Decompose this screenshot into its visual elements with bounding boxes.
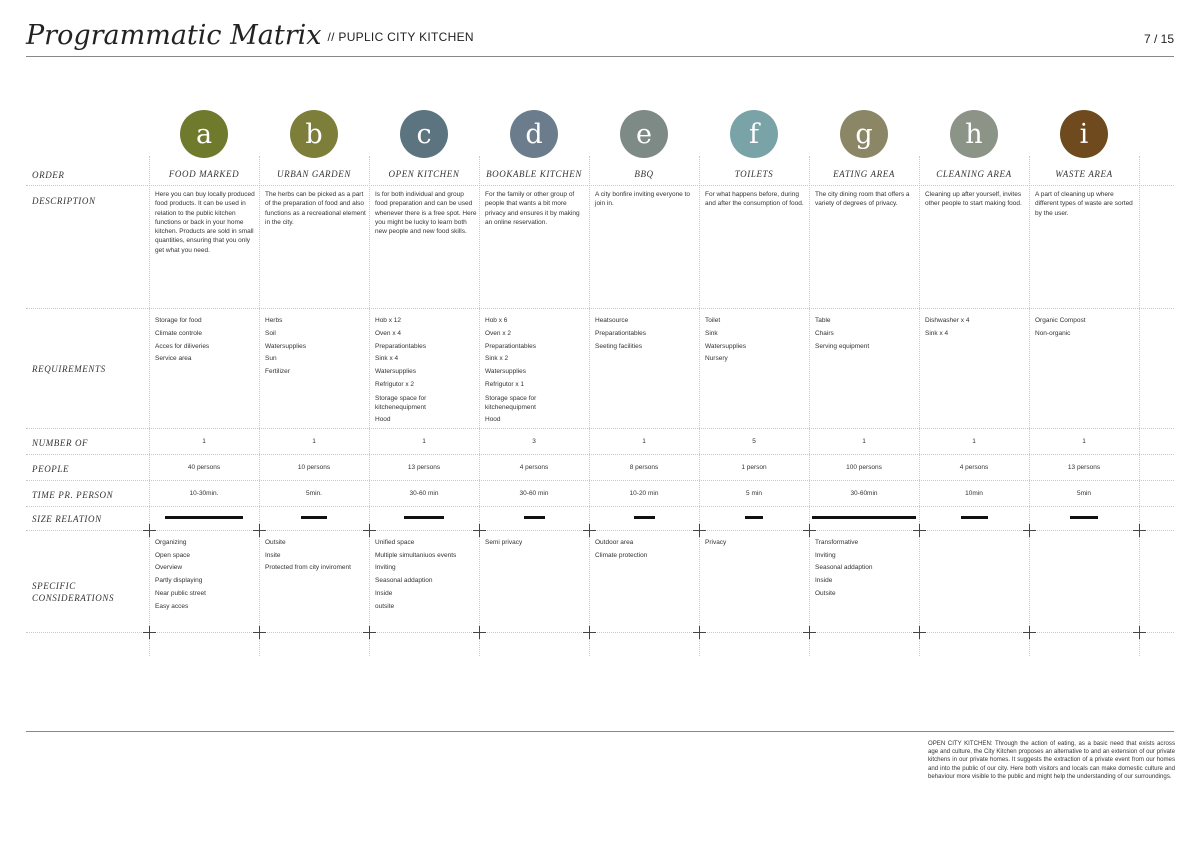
requirement-item: Oven x 4 [375,329,402,337]
time-value: 30-60 min [409,490,439,497]
consideration-item: Inviting [815,551,836,559]
requirement-item: Hood [485,415,501,423]
consideration-item: Transformative [815,539,859,546]
column-description: A part of cleaning up where different types of waste are sorted by the user. [1035,191,1133,217]
requirement-item: Refrigutor x 1 [485,380,525,388]
column-description: For the family or other group of people that wants a bit more privacy and ensures it by making an online reservation. [485,191,580,226]
requirements-list [265,315,367,379]
grid-cross-marker [1023,626,1036,639]
requirement-item: Organic Compost [1035,317,1086,324]
grid-vertical-line [479,156,480,656]
requirement-item: Sun [265,355,277,363]
grid-cross-marker [693,626,706,639]
icon-circle-h: h [950,110,998,158]
size-relation-bar [812,516,916,519]
title-text: Programmatic Matrix [26,20,322,51]
people-value: 4 persons [959,464,989,471]
requirement-item: Watersupplies [705,342,746,350]
requirement-item: Refrigutor x 2 [375,380,415,388]
column-description: Is for both individual and group food preparation and can be used whenever there is a free spot. Here you might be lucky to learn both new people and new food skills. [375,191,477,236]
size-relation-bar [301,516,327,519]
grid-cross-marker [473,524,486,537]
page-title [26,20,474,51]
requirement-item: Preparationtables [595,329,646,337]
grid-vertical-line [1029,156,1030,656]
requirements-list [1035,315,1137,341]
time-value: 5min [1076,490,1092,497]
people-value: 1 person [741,464,767,471]
consideration-item: Outdoor area [595,539,634,546]
consideration-item: Seasonal addaption [815,564,873,572]
grid-vertical-line [699,156,700,656]
requirement-item: Storage space for kitchenequipment [375,394,427,411]
time-value: 10min [965,490,983,497]
size-relation-bar [1070,516,1098,519]
number-of-value: 1 [862,438,866,445]
requirement-item: Fertilizer [265,368,290,376]
consideration-item: Insite [265,551,281,559]
requirement-item: Storage space for kitchenequipment [485,394,537,411]
page-subtitle: // PUPLIC CITY KITCHEN [327,30,474,44]
grid-horizontal-line [26,428,1174,429]
grid-cross-marker [583,524,596,537]
people-value: 4 persons [519,464,549,471]
grid-vertical-line [259,156,260,656]
requirement-item: Watersupplies [485,368,526,376]
size-relation-bar [404,516,444,519]
grid-cross-marker [913,524,926,537]
grid-horizontal-line [26,454,1174,455]
requirements-list [925,315,1027,341]
requirement-item: Hob x 6 [485,317,508,324]
requirement-item: Hood [375,415,391,423]
consideration-item: Partly displaying [155,577,203,585]
consideration-item: Climate protection [595,551,648,559]
consideration-item: outsite [375,602,395,610]
consideration-item: Overview [155,564,183,572]
requirement-item: Oven x 2 [485,329,512,337]
grid-vertical-line [1139,156,1140,656]
consideration-item: Seasonal addaption [375,577,433,585]
column-title: CLEANING AREA [936,169,1012,179]
considerations-list [375,537,477,613]
grid-cross-marker [253,626,266,639]
time-value: 30-60 min [519,490,549,497]
size-relation-bar [634,516,655,519]
column-description: Cleaning up after yourself, invites other people to start making food. [925,191,1022,208]
time-value: 10-30min. [189,490,219,497]
requirement-item: Serving equipment [815,342,870,350]
requirements-list [375,315,477,427]
grid-cross-marker [693,524,706,537]
grid-horizontal-line [26,506,1174,507]
consideration-item: Inside [815,577,833,585]
row-label-considerations-line1: SPECIFIC [32,581,76,591]
grid-vertical-line [369,156,370,656]
grid-vertical-line [809,156,810,656]
requirement-item: Soil [265,329,276,337]
icon-circle-i: i [1060,110,1108,158]
row-label-requirements: REQUIREMENTS [32,364,106,374]
row-label-people: PEOPLE [32,464,70,474]
requirement-item: Sink x 4 [375,355,399,363]
number-of-value: 1 [972,438,976,445]
icon-circle-g: g [840,110,888,158]
footer-text: OPEN CITY KITCHEN: Through the action of eating, as a basic need that exists across age and culture, the City Kitchen proposes an alternative to and an extension of our private kitchens in our private homes. It suggests the extraction of a private event from our homes and into the public of our city. Here both visitors and locals can make domestic culture and behaviour more visible to the public and might help the understanding of our surroundings. [928,740,1175,780]
requirement-item: Non-organic [1035,329,1071,337]
requirement-item: Dishwasher x 4 [925,317,970,324]
column-title: WASTE AREA [1055,169,1113,179]
icon-circle-e: e [620,110,668,158]
people-value: 100 persons [846,464,882,471]
requirement-item: Sink [705,329,718,337]
column-title: TOILETS [734,169,774,179]
number-of-value: 1 [312,438,316,445]
considerations-list [155,537,257,613]
grid-vertical-line [919,156,920,656]
requirements-list [815,315,917,353]
requirement-item: Chairs [815,329,834,337]
grid-cross-marker [583,626,596,639]
grid-cross-marker [1133,524,1146,537]
page-header [26,20,1174,56]
grid-cross-marker [363,626,376,639]
consideration-item: Unified space [375,539,415,546]
row-label-considerations-line2: CONSIDERATIONS [32,593,115,603]
requirement-item: Sink x 4 [925,329,949,337]
considerations-list [815,537,917,601]
column-description: A city bonfire inviting everyone to join in. [595,191,691,208]
requirement-item: Storage for food [155,317,202,324]
considerations-list [265,537,367,575]
column-title: EATING AREA [833,169,895,179]
header-divider [26,56,1174,57]
column-title: FOOD MARKED [168,169,240,179]
grid-cross-marker [803,626,816,639]
people-value: 13 persons [1067,464,1101,471]
requirement-item: Herbs [265,317,283,324]
requirement-item: Watersupplies [265,342,306,350]
column-title: BBQ [634,169,654,179]
grid-horizontal-line [26,308,1174,309]
size-relation-bar [961,516,988,519]
grid-cross-marker [913,626,926,639]
column-title: URBAN GARDEN [277,169,351,179]
grid-vertical-line [589,156,590,656]
size-relation-bar [745,516,763,519]
footer-divider [26,731,1174,732]
people-value: 10 persons [297,464,331,471]
grid-cross-marker [143,524,156,537]
consideration-item: Outsite [265,539,286,546]
requirement-item: Heatsource [595,317,629,324]
icon-circle-a: a [180,110,228,158]
requirement-item: Seeting facilities [595,342,642,350]
requirements-list [705,315,807,366]
number-of-value: 1 [1082,438,1086,445]
size-relation-bar [165,516,243,519]
grid-horizontal-line [26,480,1174,481]
row-label-description: DESCRIPTION [32,196,96,206]
requirement-item: Watersupplies [375,368,416,376]
people-value: 13 persons [407,464,441,471]
grid-cross-marker [363,524,376,537]
number-of-value: 1 [642,438,646,445]
grid-cross-marker [1133,626,1146,639]
icon-circle-c: c [400,110,448,158]
consideration-item: Multiple simultaniuos events [375,551,457,559]
time-value: 30-60min [850,490,878,497]
page-number: 7 / 15 [1143,32,1174,46]
grid-vertical-line [149,156,150,656]
row-label-considerations [32,580,114,604]
requirement-item: Toilet [705,317,721,324]
grid-cross-marker [473,626,486,639]
requirements-list [155,315,257,366]
time-value: 5 min [746,490,762,497]
consideration-item: Semi privacy [485,539,523,546]
row-label-number-of: NUMBER OF [32,438,89,448]
considerations-list [595,537,697,562]
time-value: 5min. [306,490,322,497]
consideration-item: Protected from city inviroment [265,564,351,572]
requirement-item: Acces for diliveries [155,342,210,350]
row-label-order: ORDER [32,170,65,180]
requirement-item: Hob x 12 [375,317,402,324]
requirements-list [485,315,587,427]
number-of-value: 1 [202,438,206,445]
grid-horizontal-line [26,185,1174,186]
column-description: Here you can buy locally produced food products. It can be used in relation to the public kitchen functions or back in your home kitchen. Products are sold in small quantities, ensuring that you only get what you need. [155,191,255,254]
column-description: For what happens before, during and after the consumption of food. [705,191,804,208]
grid-horizontal-line [26,632,1174,633]
considerations-list [705,537,807,550]
row-label-size-relation: SIZE RELATION [32,514,102,524]
number-of-value: 1 [422,438,426,445]
grid-cross-marker [1023,524,1036,537]
consideration-item: Inviting [375,564,396,572]
requirement-item: Preparationtables [485,342,536,350]
icon-circle-f: f [730,110,778,158]
number-of-value: 3 [532,438,536,445]
grid-cross-marker [803,524,816,537]
number-of-value: 5 [752,438,756,445]
requirement-item: Climate controle [155,329,202,337]
consideration-item: Organizing [155,539,187,546]
grid-horizontal-line [26,530,1174,531]
requirement-item: Nursery [705,355,728,363]
people-value: 8 persons [629,464,659,471]
requirement-item: Sink x 2 [485,355,509,363]
considerations-list [485,537,587,550]
consideration-item: Near public street [155,589,206,597]
requirements-list [595,315,697,353]
people-value: 40 persons [187,464,221,471]
grid-cross-marker [143,626,156,639]
grid-cross-marker [253,524,266,537]
time-value: 10-20 min [629,490,659,497]
size-relation-bar [524,516,545,519]
requirement-item: Preparationtables [375,342,426,350]
row-label-time: TIME PR. PERSON [32,490,114,500]
column-description: The herbs can be picked as a part of the preparation of food and also functions as a recreational element in the city. [265,191,366,226]
consideration-item: Inside [375,589,393,597]
consideration-item: Easy acces [155,602,189,610]
column-title: BOOKABLE KITCHEN [486,169,582,179]
consideration-item: Open space [155,551,191,559]
consideration-item: Privacy [705,539,727,546]
icon-circle-d: d [510,110,558,158]
requirement-item: Service area [155,355,192,363]
column-title: OPEN KITCHEN [388,169,460,179]
column-description: The city dining room that offers a variety of degrees of privacy. [815,191,910,208]
consideration-item: Outsite [815,589,836,597]
requirement-item: Table [815,317,831,324]
icon-circle-b: b [290,110,338,158]
